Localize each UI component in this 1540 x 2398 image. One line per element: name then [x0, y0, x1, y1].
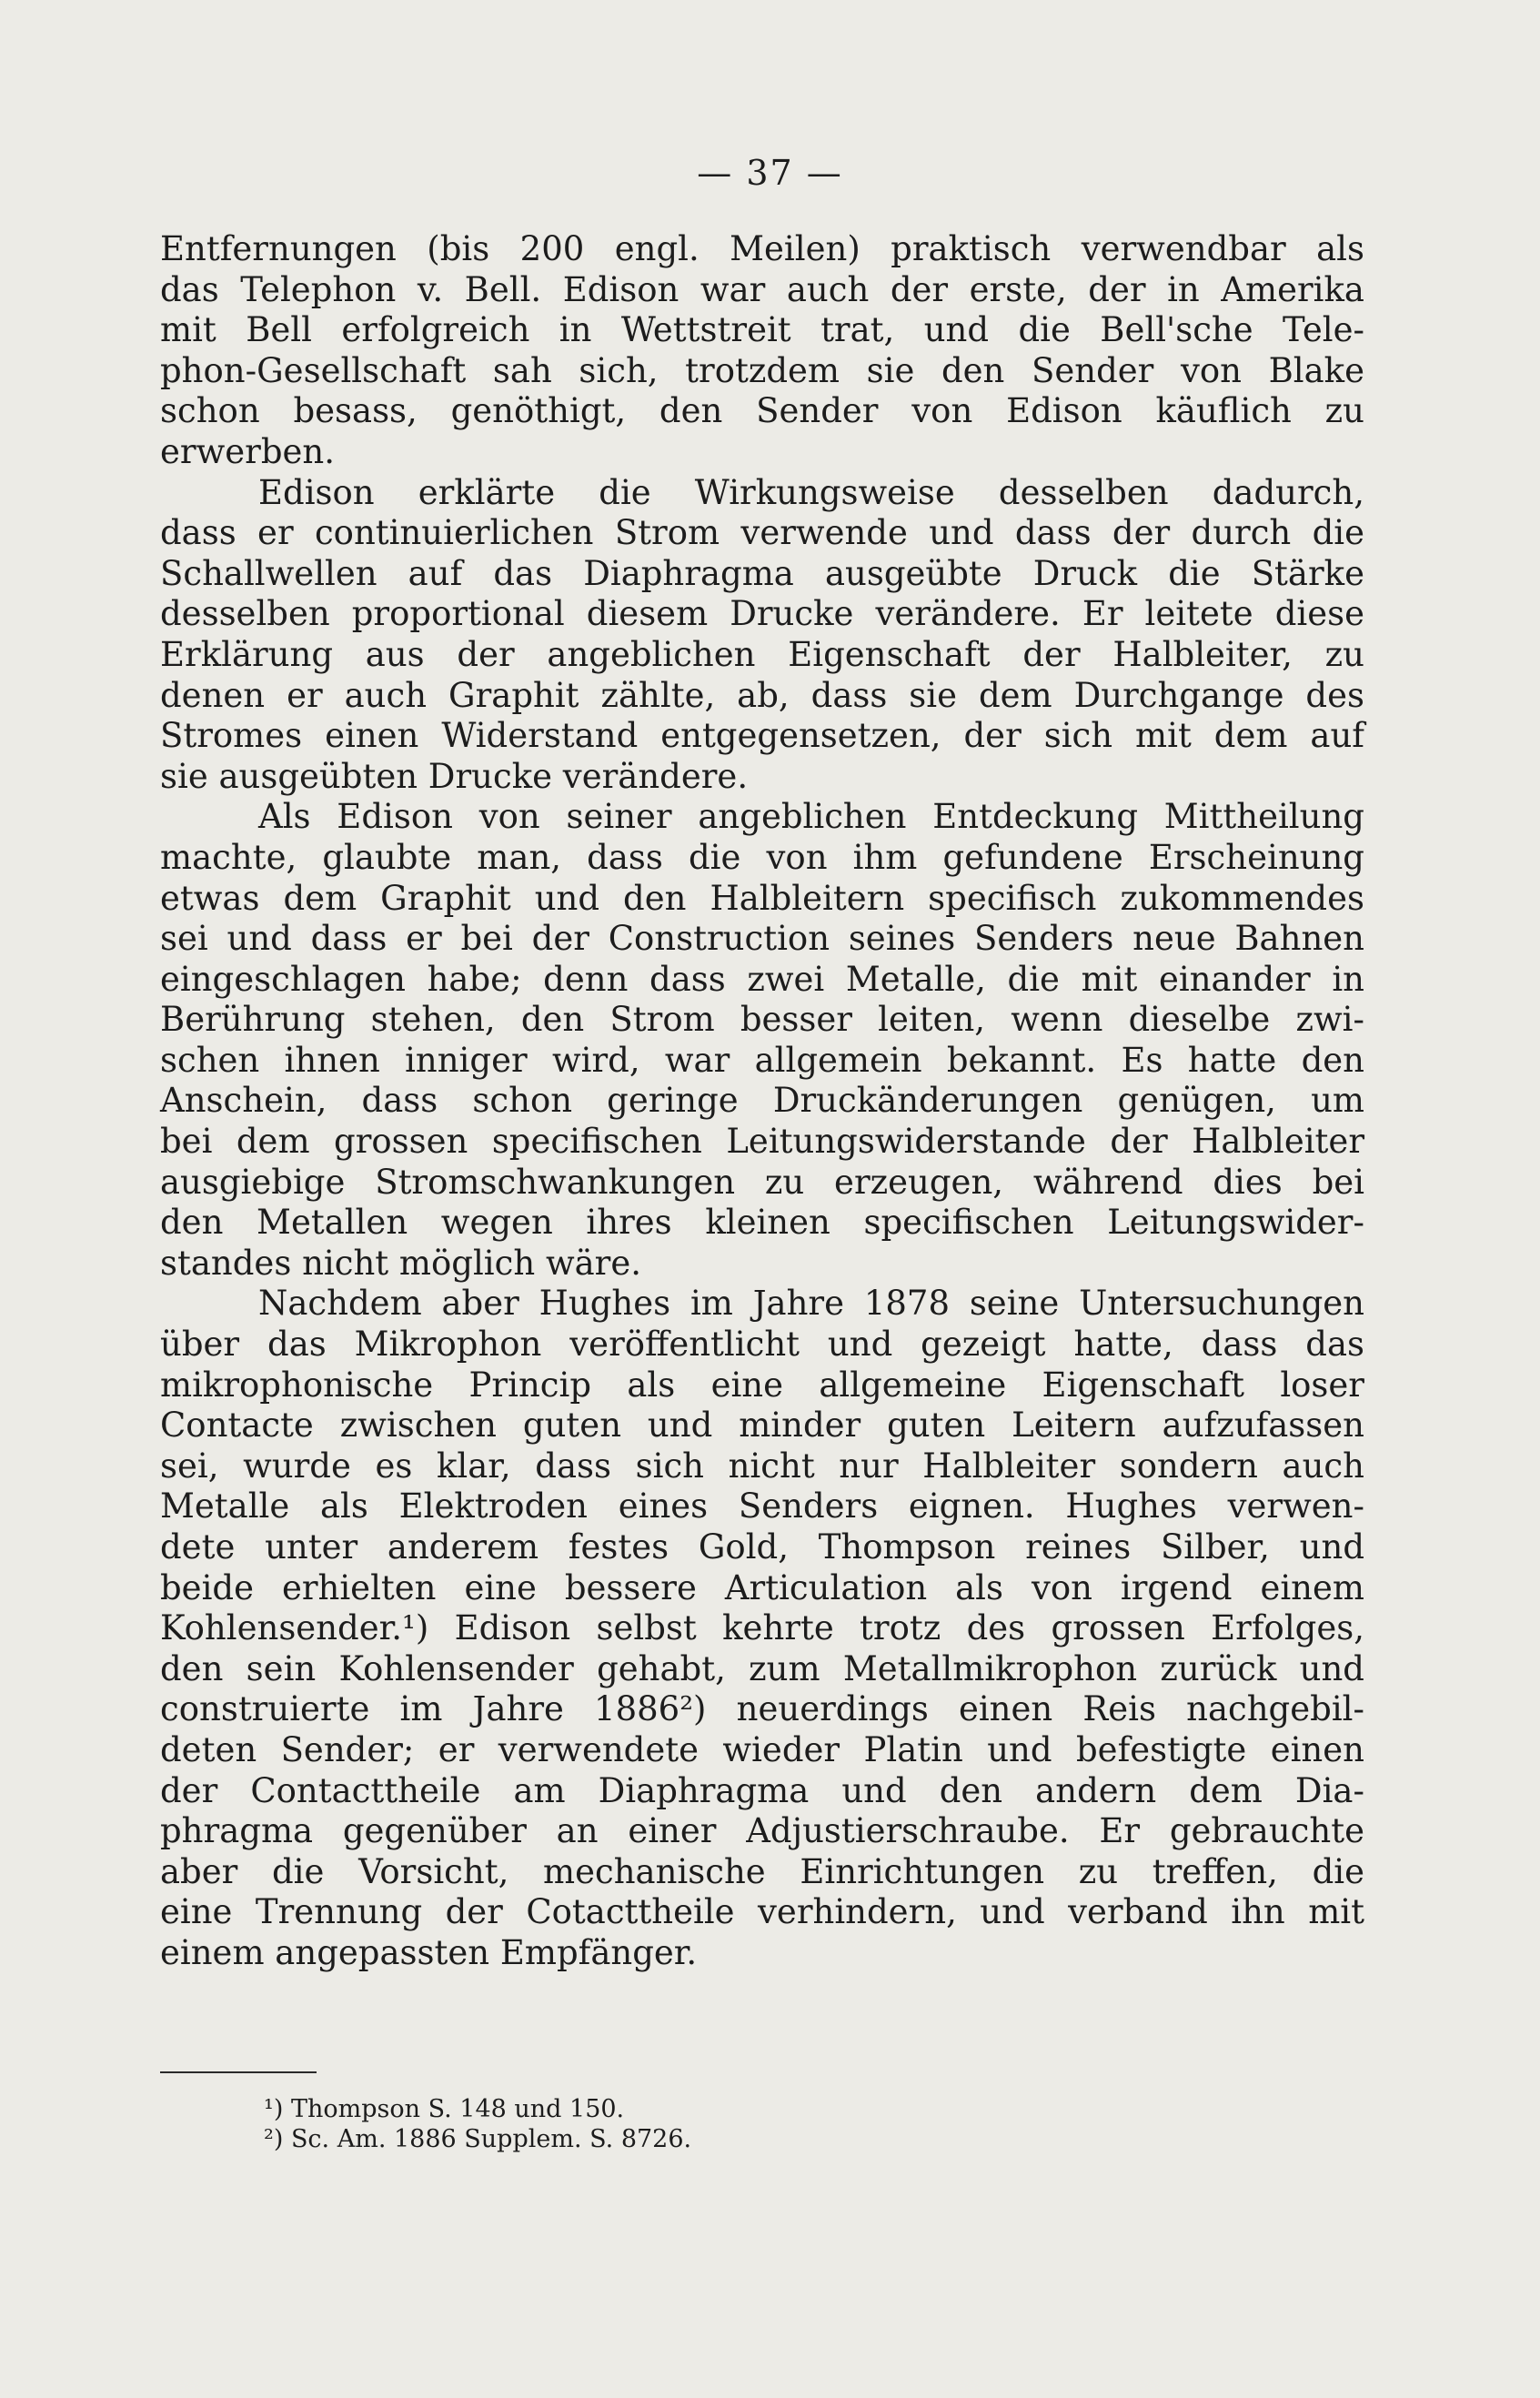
- text-line: mit Bell erfolgreich in Wettstreit trat, und die Bell'sche Tele-: [160, 310, 1364, 350]
- text-line: desselben proportional diesem Drucke verändere. Er leitete diese: [160, 594, 1364, 634]
- text-line: sei und dass er bei der Construction seines Senders neue Bahnen: [160, 919, 1364, 959]
- footnotes: [264, 2094, 691, 2154]
- text-line: machte, glaubte man, dass die von ihm gefundene Erscheinung: [160, 837, 1364, 877]
- text-line: mikrophonische Princip als eine allgemeine Eigenschaft loser: [160, 1365, 1364, 1405]
- text-line: der Contacttheile am Diaphragma und den andern dem Dia-: [160, 1770, 1364, 1810]
- text-line: sie ausgeübten Drucke verändere.: [160, 756, 749, 796]
- text-line: Contacte zwischen guten und minder guten Leitern aufzufassen: [160, 1406, 1364, 1446]
- text-line: den sein Kohlensender gehabt, zum Metallmikrophon zurück und: [160, 1648, 1364, 1688]
- text-line: dete unter anderem festes Gold, Thompson reines Silber, und: [160, 1527, 1364, 1567]
- text-line: erwerben.: [160, 431, 336, 471]
- text-line: das Telephon v. Bell. Edison war auch der erste, der in Amerika: [160, 269, 1364, 309]
- text-line: den Metallen wegen ihres kleinen specifischen Leitungswider-: [160, 1203, 1364, 1243]
- footnote: ²) Sc. Am. 1886 Supplem. S. 8726.: [264, 2125, 692, 2153]
- text-line: Kohlensender.¹) Edison selbst kehrte trotz des grossen Erfolges,: [160, 1608, 1364, 1648]
- text-line: Stromes einen Widerstand entgegensetzen, der sich mit dem auf: [160, 716, 1364, 756]
- text-line: Metalle als Elektroden eines Senders eignen. Hughes verwen-: [160, 1486, 1364, 1526]
- text-line: dass er continuierlichen Strom verwende und dass der durch die: [160, 513, 1364, 553]
- text-line: ausgiebige Stromschwankungen zu erzeugen, während dies bei: [160, 1162, 1364, 1202]
- text-line: schen ihnen inniger wird, war allgemein bekannt. Es hatte den: [160, 1040, 1364, 1080]
- body-text: [160, 229, 1364, 1974]
- text-line: Erklärung aus der angeblichen Eigenschaft der Halbleiter, zu: [160, 634, 1364, 674]
- text-line: Berührung stehen, den Strom besser leiten, wenn dieselbe zwi-: [160, 1000, 1364, 1040]
- text-line: standes nicht möglich wäre.: [160, 1243, 642, 1283]
- footnote-separator: [160, 2071, 317, 2073]
- footnote: ¹) Thompson S. 148 und 150.: [264, 2095, 625, 2123]
- text-line: phragma gegenüber an einer Adjustierschraube. Er gebrauchte: [160, 1811, 1364, 1851]
- text-line: Entfernungen (bis 200 engl. Meilen) praktisch verwendbar als: [160, 229, 1364, 268]
- text-line: bei dem grossen specifischen Leitungswiderstande der Halbleiter: [160, 1122, 1364, 1162]
- text-line: Anschein, dass schon geringe Druckänderungen genügen, um: [160, 1081, 1364, 1121]
- text-line: eine Trennung der Cotacttheile verhindern, und verband ihn mit: [160, 1892, 1364, 1932]
- text-line: beide erhielten eine bessere Articulation als von irgend einem: [160, 1567, 1364, 1607]
- page-number: — 37 —: [697, 153, 843, 193]
- text-line: Edison erklärte die Wirkungsweise desselben dadurch,: [258, 472, 1364, 512]
- text-line: über das Mikrophon veröffentlicht und gezeigt hatte, dass das: [160, 1325, 1364, 1365]
- text-line: sei, wurde es klar, dass sich nicht nur Halbleiter sondern auch: [160, 1446, 1364, 1486]
- text-line: aber die Vorsicht, mechanische Einrichtungen zu treffen, die: [160, 1851, 1364, 1891]
- text-line: Als Edison von seiner angeblichen Entdeckung Mittheilung: [258, 797, 1364, 837]
- text-line: etwas dem Graphit und den Halbleitern specifisch zukommendes: [160, 878, 1364, 918]
- text-line: phon-Gesellschaft sah sich, trotzdem sie den Sender von Blake: [160, 350, 1364, 390]
- text-line: schon besass, genöthigt, den Sender von Edison käuflich zu: [160, 391, 1364, 431]
- text-line: construierte im Jahre 1886²) neuerdings einen Reis nachgebil-: [160, 1689, 1364, 1729]
- text-line: denen er auch Graphit zählte, ab, dass sie dem Durchgange des: [160, 675, 1364, 715]
- text-line: einem angepassten Empfänger.: [160, 1932, 698, 1972]
- text-line: Schallwellen auf das Diaphragma ausgeübte Druck die Stärke: [160, 553, 1364, 593]
- text-line: Nachdem aber Hughes im Jahre 1878 seine Untersuchungen: [258, 1284, 1364, 1324]
- text-line: deten Sender; er verwendete wieder Platin und befestigte einen: [160, 1729, 1364, 1769]
- text-line: eingeschlagen habe; denn dass zwei Metalle, die mit einander in: [160, 959, 1364, 999]
